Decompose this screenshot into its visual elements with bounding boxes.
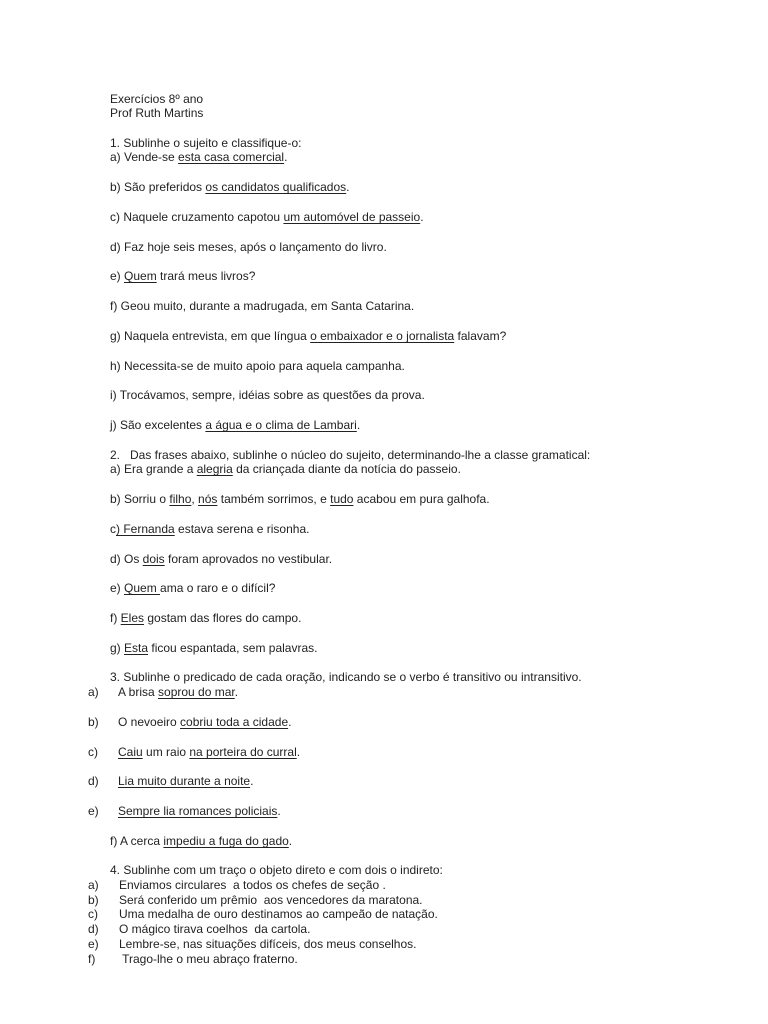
text-run: da criançada diante da notícia do passeio. — [232, 462, 461, 476]
underlined-text: Eles — [120, 611, 145, 625]
item-text — [118, 685, 238, 699]
text-run: f) A cerca — [110, 834, 164, 848]
q1-item — [110, 329, 506, 343]
underlined-text: esta casa comercial — [178, 150, 285, 164]
item-marker: e) — [88, 937, 99, 951]
item-text — [118, 774, 253, 788]
text-run: c — [110, 522, 116, 536]
underlined-text: cobriu toda a cidade — [180, 715, 289, 729]
text-run: e) — [110, 581, 125, 595]
underlined-text: Esta — [124, 641, 149, 655]
text-run: e) — [110, 269, 125, 283]
text-run: f) — [110, 611, 121, 625]
text-run: ficou espantada, sem palavras. — [148, 641, 318, 655]
text-run: gostam das flores do campo. — [144, 611, 302, 625]
item-text — [118, 715, 291, 729]
text-run: . — [234, 685, 239, 699]
text-run: . — [288, 715, 292, 729]
item-marker: c) — [88, 907, 98, 921]
item-text: Enviamos circulares a todos os chefes de seção . — [119, 878, 386, 892]
text-run: d) Faz hoje seis meses, após o lançamento do livro. — [110, 240, 387, 254]
q3-item — [88, 774, 253, 788]
text-run: falavam? — [454, 329, 507, 343]
text-run: a) Era grande a — [110, 462, 197, 476]
text-run: . — [277, 804, 281, 818]
q4-item — [88, 907, 438, 921]
text-run: um raio — [142, 745, 190, 759]
underlined-text: a água e o clima de Lambari — [205, 418, 357, 432]
underlined-text: alegria — [196, 462, 233, 476]
q1-item — [110, 180, 350, 194]
underlined-text: na porteira do curral — [189, 745, 297, 759]
underlined-text: dois — [142, 552, 165, 566]
item-marker: f) — [88, 952, 96, 966]
q3-item — [88, 745, 300, 759]
q1-item — [110, 150, 287, 164]
text-run: . — [296, 745, 301, 759]
q1-item — [110, 240, 387, 254]
q4-item — [88, 893, 423, 907]
item-text: Será conferido um prêmio aos vencedores da maratona. — [119, 893, 423, 907]
text-run: . — [420, 210, 424, 224]
q2-item — [110, 522, 309, 536]
text-run: d) Os — [110, 552, 143, 566]
text-run: b) São preferidos — [110, 180, 206, 194]
text-run: acabou em pura galhofa. — [353, 492, 490, 506]
text-run: . — [346, 180, 350, 194]
item-text: Trago-lhe o meu abraço fraterno. — [119, 952, 298, 966]
q3-item — [110, 834, 292, 848]
q1-item — [110, 418, 360, 432]
text-run: i) Trocávamos, sempre, idéias sobre as questões da prova. — [110, 388, 425, 402]
text-run: b) Sorriu o — [110, 492, 170, 506]
text-run: . — [288, 834, 293, 848]
item-text — [118, 804, 281, 818]
item-marker: b) — [88, 893, 99, 907]
q3-title: 3. Sublinhe o predicado de cada oração, indicando se o verbo é transitivo ou intransitivo. — [110, 670, 582, 684]
q2-item — [110, 581, 275, 595]
underlined-text: Quem — [124, 581, 161, 595]
q4-item — [88, 937, 416, 951]
underlined-text: Caiu — [118, 745, 143, 759]
item-marker: b) — [88, 715, 99, 729]
item-marker: d) — [88, 922, 99, 936]
q3-item — [88, 685, 238, 699]
underlined-text: os candidatos qualificados — [205, 180, 347, 194]
item-text: Lembre-se, nas situações difíceis, dos meus conselhos. — [119, 937, 417, 951]
text-run: j) São excelentes — [110, 418, 206, 432]
q4-title: 4. Sublinhe com um traço o objeto direto e com dois o indireto: — [110, 863, 443, 877]
underlined-text: impediu a fuga do gado — [163, 834, 289, 848]
q2-item — [110, 552, 332, 566]
text-run: c) Naquele cruzamento capotou — [110, 210, 284, 224]
header-title: Exercícios 8º ano — [110, 92, 204, 106]
text-run: g) Naquela entrevista, em que língua — [110, 329, 311, 343]
text-run: também sorrimos, e — [217, 492, 331, 506]
underlined-text: nós — [198, 492, 218, 506]
text-run: f) Geou muito, durante a madrugada, em Santa Catarina. — [110, 299, 415, 313]
text-run: A brisa — [118, 685, 159, 699]
underlined-text: um automóvel de passeio — [283, 210, 421, 224]
q4-item — [88, 878, 386, 892]
text-run: g) — [110, 641, 125, 655]
text-run: estava serena e risonha. — [174, 522, 310, 536]
underlined-text: Lia muito durante a noite — [118, 774, 251, 788]
item-text: Uma medalha de ouro destinamos ao campeão de natação. — [119, 907, 438, 921]
q2-item — [110, 462, 461, 476]
underlined-text: Sempre lia romances policiais — [118, 804, 278, 818]
q1-item — [110, 210, 424, 224]
text-run: , — [191, 492, 199, 506]
text-run: a) Vende-se — [110, 150, 179, 164]
q3-item — [88, 715, 291, 729]
q2-item — [110, 611, 301, 625]
item-marker: e) — [88, 804, 99, 818]
underlined-text: ) Fernanda — [116, 522, 175, 536]
q1-item — [110, 299, 414, 313]
underlined-text: Quem — [124, 269, 157, 283]
item-text: O mágico tirava coelhos da cartola. — [119, 922, 311, 936]
q1-item — [110, 388, 425, 402]
text-run: . — [356, 418, 361, 432]
q1-item — [110, 269, 255, 283]
underlined-text: o embaixador e o jornalista — [310, 329, 455, 343]
q4-item — [88, 922, 310, 936]
q2-item — [110, 641, 317, 655]
item-marker: d) — [88, 774, 99, 788]
text-run: h) Necessita-se de muito apoio para aquela campanha. — [110, 359, 405, 373]
item-marker: c) — [88, 745, 98, 759]
q4-item — [88, 952, 298, 966]
item-text — [118, 745, 300, 759]
text-run: . — [250, 774, 254, 788]
underlined-text: soprou do mar — [158, 685, 235, 699]
q2-title: 2. Das frases abaixo, sublinhe o núcleo do sujeito, determinando-lhe a classe gramatical: — [110, 448, 591, 462]
underlined-text: filho — [169, 492, 192, 506]
item-marker: a) — [88, 878, 99, 892]
q1-item — [110, 359, 405, 373]
q3-item — [88, 804, 281, 818]
text-run: ama o raro e o difícil? — [160, 581, 276, 595]
header-teacher: Prof Ruth Martins — [110, 106, 204, 120]
text-run: . — [284, 150, 288, 164]
text-run: foram aprovados no vestibular. — [164, 552, 333, 566]
text-run: trará meus livros? — [156, 269, 256, 283]
q1-title: 1. Sublinhe o sujeito e classifique-o: — [110, 136, 302, 150]
underlined-text: tudo — [330, 492, 354, 506]
item-marker: a) — [88, 685, 99, 699]
text-run: O nevoeiro — [118, 715, 181, 729]
q2-item — [110, 492, 490, 506]
